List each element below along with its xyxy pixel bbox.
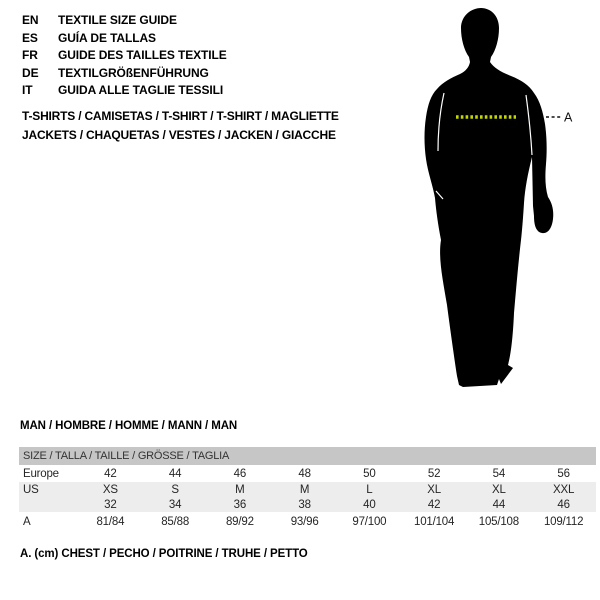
measure-label-a: A — [564, 110, 573, 125]
size-cell: XXL — [553, 483, 575, 496]
size-cell: 56 — [557, 467, 570, 480]
size-cell: 93/96 — [290, 515, 319, 528]
lang-row-es — [22, 30, 227, 48]
size-cell: 50 — [363, 467, 376, 480]
lang-label: TEXTILGRÖßENFÜHRUNG — [58, 65, 209, 80]
lang-label: TEXTILE SIZE GUIDE — [58, 13, 177, 27]
table-row-us-numeric — [19, 497, 596, 512]
man-silhouette — [380, 5, 580, 405]
measurement-footnote: A. (cm) CHEST / PECHO / POITRINE / TRUHE / PETTO — [20, 548, 308, 560]
size-cell: 32 — [104, 498, 117, 511]
size-cell: 42 — [104, 467, 117, 480]
size-cell: 54 — [492, 467, 506, 480]
row-label: Europe — [23, 467, 59, 480]
size-cell: 38 — [298, 498, 311, 511]
lang-code: ES — [22, 30, 38, 45]
row-label — [19, 497, 78, 512]
size-cell: 46 — [557, 498, 570, 511]
size-cell: 34 — [168, 498, 182, 511]
size-cell: XS — [102, 483, 118, 496]
lang-label: GUIDA ALLE TAGLIE TESSILI — [58, 83, 224, 97]
row-label: US — [23, 483, 39, 496]
table-row-us — [19, 482, 596, 497]
size-cell: 109/112 — [543, 515, 584, 528]
man-silhouette-body — [425, 8, 554, 387]
size-cell: XL — [492, 483, 506, 496]
lang-code: DE — [22, 65, 39, 80]
section-label-man: MAN / HOMBRE / HOMME / MANN / MAN — [20, 420, 238, 432]
size-cell: 97/100 — [352, 515, 387, 528]
size-cell: 46 — [233, 467, 247, 480]
lang-code: IT — [22, 83, 33, 97]
size-table-header: SIZE / TALLA / TAILLE / GRÖSSE / TAGLIA — [19, 447, 596, 465]
size-cell: M — [235, 483, 245, 496]
category-lines — [22, 107, 339, 144]
size-cell: 36 — [233, 498, 247, 511]
lang-row-fr — [22, 47, 227, 65]
size-cell: 101/104 — [414, 515, 455, 528]
lang-code: EN — [22, 13, 39, 27]
lang-row-it — [22, 82, 227, 100]
lang-label: GUIDE DES TAILLES TEXTILE — [58, 48, 227, 62]
size-cell: 81/84 — [96, 515, 125, 528]
lang-label: GUÍA DE TALLAS — [58, 30, 156, 45]
size-cell: M — [299, 483, 310, 496]
size-table-header-row — [19, 447, 596, 465]
size-cell: 89/92 — [225, 515, 254, 528]
category-line-tshirts: T-SHIRTS / CAMISETAS / T-SHIRT / T-SHIRT / MAGLIETTE — [22, 109, 339, 123]
table-row-a-chest — [19, 512, 596, 531]
lang-code: FR — [22, 48, 38, 62]
size-cell: 40 — [363, 498, 376, 511]
size-cell: 52 — [427, 467, 441, 480]
size-cell: 48 — [298, 467, 311, 480]
size-cell: 42 — [427, 498, 441, 511]
size-cell: 44 — [168, 467, 182, 480]
size-cell: XL — [427, 483, 441, 496]
size-cell: 85/88 — [161, 515, 190, 528]
category-line-jackets: JACKETS / CHAQUETAS / VESTES / JACKEN / GIACCHE — [22, 127, 336, 142]
man-silhouette-figure — [380, 5, 580, 405]
lang-row-de — [22, 65, 227, 83]
size-cell: 105/108 — [478, 515, 519, 528]
size-cell: 44 — [492, 498, 506, 511]
lang-row-en — [22, 12, 227, 30]
language-guide-list — [22, 12, 227, 100]
size-table — [19, 447, 596, 531]
row-label: A — [23, 515, 31, 528]
size-cell: L — [366, 483, 373, 496]
size-cell: S — [171, 483, 179, 496]
table-row-europe — [19, 465, 596, 482]
